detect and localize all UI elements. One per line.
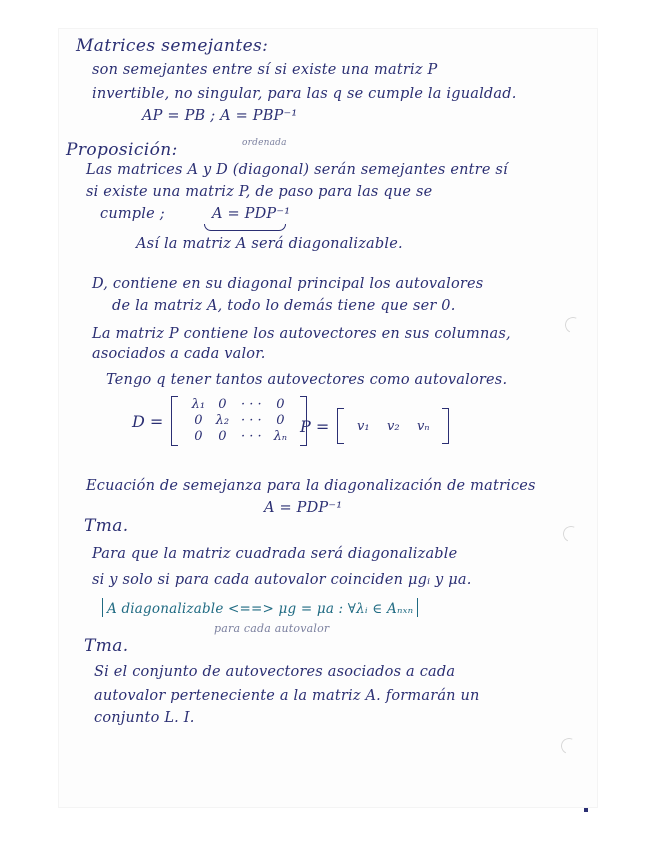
annotation: ordenada (242, 138, 287, 148)
matrix-cell: 0 (276, 413, 285, 428)
left-bracket (337, 408, 344, 444)
matrix-d-label: D = (132, 411, 164, 431)
column-vector: v₂ (386, 418, 400, 434)
matrix-cell: · · · (240, 429, 262, 444)
matrix-cell: 0 (218, 397, 227, 412)
matrix-p-label: P = (300, 416, 330, 436)
matrix-d-grid (186, 397, 292, 445)
underbrace (204, 224, 286, 231)
matrix-d (132, 396, 307, 446)
text-line: si existe una matriz P, de paso para las que se (86, 184, 433, 200)
column-vector: v₁ (356, 418, 370, 434)
matrix-cell: 0 (194, 429, 203, 444)
text-line: asociados a cada valor. (92, 346, 266, 362)
text-line: son semejantes entre sí si existe una matriz P (92, 62, 438, 78)
matrix-cell: 0 (218, 429, 227, 444)
matrix-cell: λ₂ (215, 413, 230, 428)
text-line: D, contiene en su diagonal principal los autovalores (92, 276, 484, 292)
heading-proposicion: Proposición: (66, 140, 178, 160)
text-line: La matriz P contiene los autovectores en sus columnas, (92, 326, 511, 342)
annotation: para cada autovalor (214, 622, 330, 635)
boxed-text: A diagonalizable <==> μg = μa : ∀λᵢ ∈ Aₙₓₙ (107, 601, 414, 617)
matrix-p (300, 408, 449, 444)
text-line: Tengo q tener tantos autovectores como autovalores. (106, 372, 508, 388)
text-line: cumple ; (100, 206, 165, 222)
text-line: si y solo si para cada autovalor coinciden μgᵢ y μa. (92, 572, 472, 588)
matrix-cell: · · · (240, 397, 262, 412)
matrix-cell: · · · (240, 413, 262, 428)
text-line: Ecuación de semejanza para la diagonalización de matrices (86, 478, 536, 494)
text-line: Las matrices A y D (diagonal) serán semejantes entre sí (86, 162, 508, 178)
matrix-cell: λ₁ (191, 397, 206, 412)
text-line: de la matriz A, todo lo demás tiene que ser 0. (112, 298, 456, 314)
matrix-cell: 0 (276, 397, 285, 412)
title-matrices-semejantes: Matrices semejantes: (76, 36, 269, 56)
text-line: Así la matriz A será diagonalizable. (136, 236, 403, 252)
heading-tma: Tma. (84, 516, 129, 536)
equation: A = PDP⁻¹ (264, 500, 343, 516)
text-line: conjunto L. I. (94, 710, 195, 726)
equation: A = PDP⁻¹ (212, 206, 291, 222)
text-line: invertible, no singular, para las q se cumple la igualdad. (92, 86, 517, 102)
column-vector: vₙ (416, 418, 430, 434)
text-line: Si el conjunto de autovectores asociados a cada (94, 664, 456, 680)
text-line: Para que la matriz cuadrada será diagonalizable (92, 546, 458, 562)
right-bracket (442, 408, 449, 444)
ink-dot (584, 808, 588, 812)
equation: AP = PB ; A = PBP⁻¹ (142, 108, 298, 124)
heading-tma: Tma. (84, 636, 129, 656)
matrix-cell: λₙ (273, 429, 288, 444)
left-bracket (171, 396, 178, 446)
boxed-theorem (102, 598, 418, 617)
matrix-cell: 0 (194, 413, 203, 428)
text-line: autovalor perteneciente a la matriz A. formarán un (94, 688, 480, 704)
